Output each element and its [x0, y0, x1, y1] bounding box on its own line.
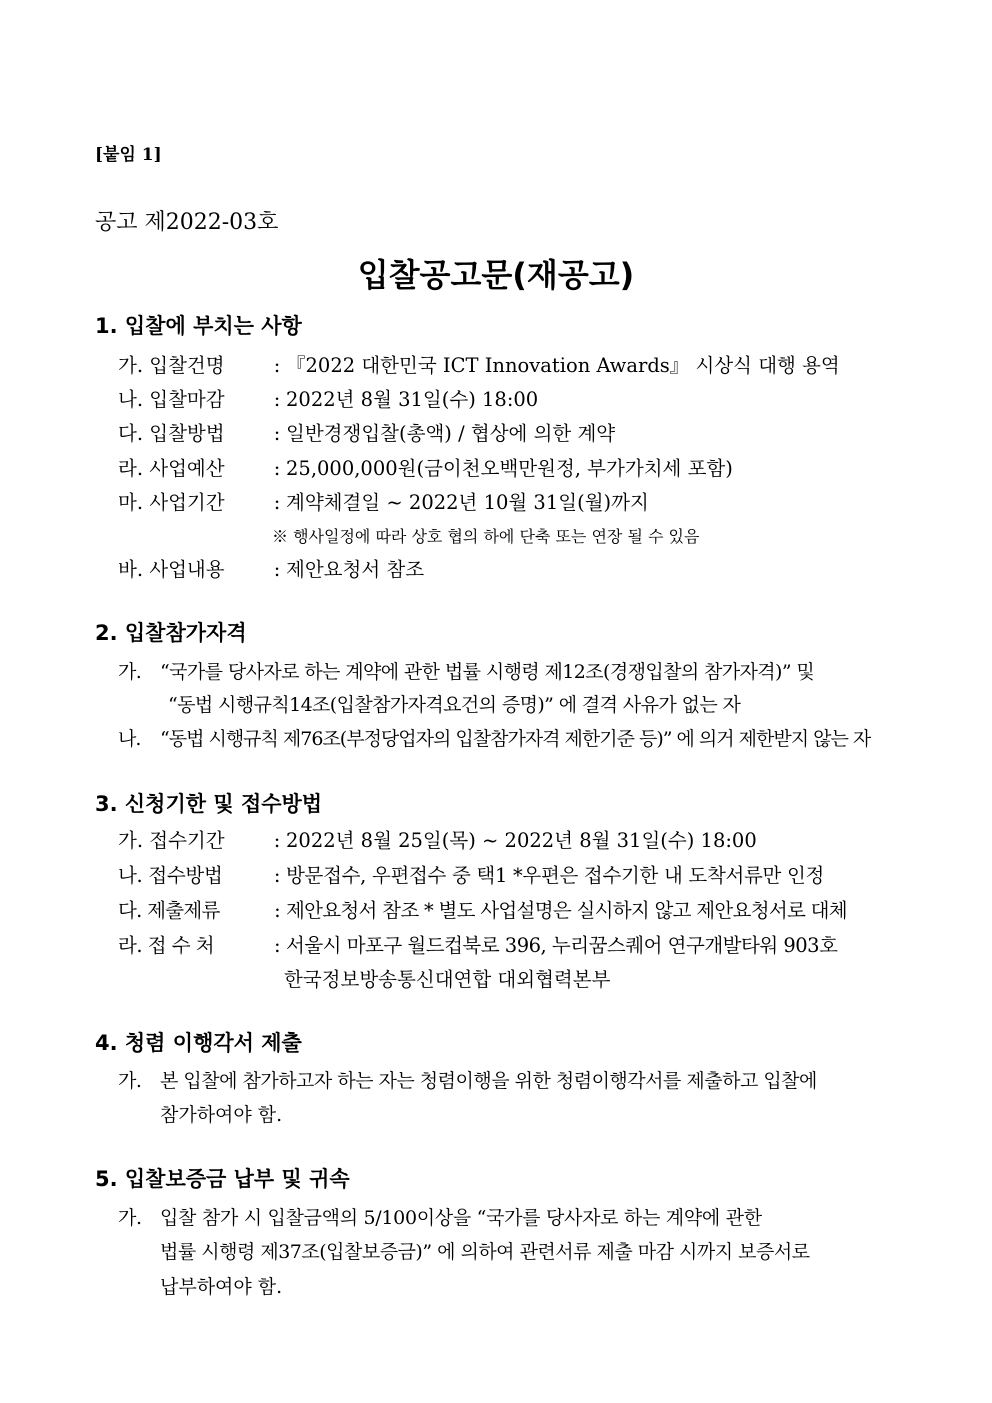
s1-item: 마. 사업기간 : 계약체결일 ~ 2022년 10월 31일(월)까지: [118, 487, 649, 515]
s1-item: 바. 사업내용 : 제안요청서 참조: [118, 554, 424, 582]
s2-item-na: [118, 724, 870, 751]
s3-item-label: 가. 접수기간: [118, 829, 225, 852]
s2-na-line1: “동법 시행규칙 제76조(부정당업자의 입찰참가자격 제한기준 등)” 에 의거 제한받지 않는 자: [160, 728, 871, 750]
s1-item-label: 나. 입찰마감: [118, 388, 225, 411]
section-2-heading: 2. 입찰참가자격: [95, 621, 247, 645]
s3-item-value: 서울시 마포구 월드컵북로 396, 누리꿈스퀘어 연구개발타워 903호: [286, 934, 838, 957]
page-title: 입찰공고문(재공고): [357, 256, 635, 294]
s3-item-label: 나. 접수방법: [118, 864, 223, 887]
s3-item-value: 2022년 8월 25일(목) ~ 2022년 8월 31일(수) 18:00: [286, 829, 757, 852]
s3-address-line2: 한국정보방송통신대연합 대외협력본부: [284, 968, 611, 991]
section-1-heading: 1. 입찰에 부치는 사항: [95, 314, 302, 338]
section-5-heading: 5. 입찰보증금 납부 및 귀속: [95, 1167, 350, 1191]
s3-item: 다. 제출제류 : 제안요청서 참조 * 별도 사업설명은 실시하지 않고 제안요청서로 대체: [118, 895, 847, 923]
s2-na-mark: 나.: [118, 728, 141, 750]
s3-item-label: 다. 제출제류: [118, 899, 220, 922]
s1-note: ※ 행사일정에 따라 상호 협의 하에 단축 또는 연장 될 수 있음: [272, 527, 700, 546]
attachment-label: [붙임 1]: [95, 145, 162, 165]
s3-item-value: 방문접수, 우편접수 중 택1 *우편은 접수기한 내 도착서류만 인정: [286, 864, 825, 887]
s4-item: [118, 1066, 817, 1093]
s1-item-value: 『2022 대한민국 ICT Innovation Awards』 시상식 대행 용역: [286, 354, 840, 377]
s5-line2: 법률 시행령 제37조(입찰보증금)” 에 의하여 관련서류 제출 마감 시까지 보증서로: [160, 1241, 810, 1263]
s5-item: [118, 1203, 762, 1230]
s1-item: 가. 입찰건명 : 『2022 대한민국 ICT Innovation Awards』 시상식 대행 용역: [118, 350, 840, 378]
s1-item-label: 마. 사업기간: [118, 491, 225, 514]
s1-item-value: 2022년 8월 31일(수) 18:00: [286, 388, 539, 411]
s1-item-label: 바. 사업내용: [118, 558, 225, 581]
s5-line1: 입찰 참가 시 입찰금액의 5/100이상을 “국가를 당사자로 하는 계약에 관한: [160, 1207, 762, 1229]
s1-item-label: 라. 사업예산: [118, 457, 225, 480]
s5-mark: 가.: [118, 1207, 142, 1229]
s1-item: 다. 입찰방법 : 일반경쟁입찰(총액) / 협상에 의한 계약: [118, 418, 615, 446]
s4-line1: 본 입찰에 참가하고자 하는 자는 청렴이행을 위한 청렴이행각서를 제출하고 입찰에: [160, 1070, 817, 1092]
s1-item-label: 다. 입찰방법: [118, 422, 225, 445]
s1-item: 라. 사업예산 : 25,000,000원(금이천오백만원정, 부가가치세 포함): [118, 453, 733, 481]
s1-item-value: 25,000,000원(금이천오백만원정, 부가가치세 포함): [286, 457, 733, 480]
s2-ga-line2: “동법 시행규칙14조(입찰참가자격요건의 증명)” 에 결격 사유가 없는 자: [168, 694, 741, 716]
s1-item-label: 가. 입찰건명: [118, 354, 225, 377]
s1-item-value: 계약체결일 ~ 2022년 10월 31일(월)까지: [286, 491, 649, 514]
s1-item-value: 제안요청서 참조: [286, 558, 425, 581]
s5-line3: 납부하여야 함.: [160, 1276, 283, 1298]
s2-ga-line1: “국가를 당사자로 하는 계약에 관한 법률 시행령 제12조(경쟁입찰의 참가자격)” 및: [160, 661, 815, 683]
s2-ga-mark: 가.: [118, 661, 142, 683]
s2-item-ga: [118, 657, 814, 684]
s3-item-label: 라. 접 수 처: [118, 934, 215, 957]
s4-mark: 가.: [118, 1070, 142, 1092]
s1-item-value: 일반경쟁입찰(총액) / 협상에 의한 계약: [286, 422, 616, 445]
s3-item-value: 제안요청서 참조 * 별도 사업설명은 실시하지 않고 제안요청서로 대체: [286, 899, 847, 922]
s1-item: 나. 입찰마감 : 2022년 8월 31일(수) 18:00: [118, 384, 538, 412]
s3-item: 가. 접수기간 : 2022년 8월 25일(목) ~ 2022년 8월 31일(수) 18:00: [118, 825, 757, 853]
notice-number: 공고 제2022-03호: [95, 210, 279, 235]
s4-line2: 참가하여야 함.: [160, 1104, 283, 1126]
section-4-heading: 4. 청렴 이행각서 제출: [95, 1031, 302, 1055]
section-3-heading: 3. 신청기한 및 접수방법: [95, 792, 323, 816]
s3-item: 라. 접 수 처 : 서울시 마포구 월드컵북로 396, 누리꿈스퀘어 연구개발타워 903호: [118, 930, 837, 958]
s3-item: 나. 접수방법 : 방문접수, 우편접수 중 택1 *우편은 접수기한 내 도착서류만 인정: [118, 860, 824, 888]
